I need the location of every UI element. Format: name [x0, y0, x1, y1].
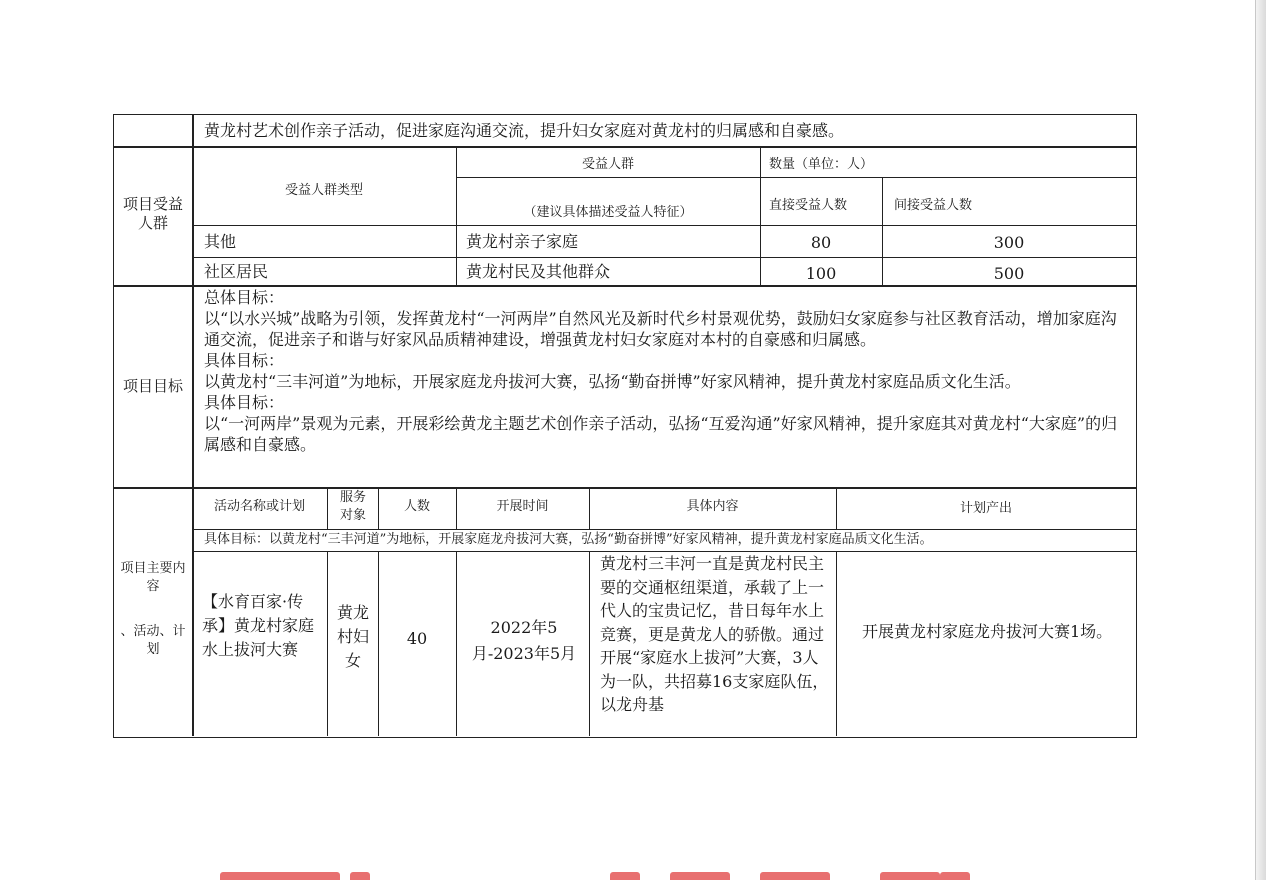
header-output: 计划产出: [959, 501, 1012, 516]
top-row-text: 黄龙村艺术创作亲子活动，促进家庭沟通交流，提升妇女家庭对黄龙村的归属感和自豪感。: [204, 121, 845, 140]
col-divider: [589, 551, 590, 736]
activity-time: 2022年5月-2023年5月: [471, 618, 577, 663]
goal-specific-title: 具体目标：: [204, 393, 285, 412]
activity-content: 黄龙村三丰河一直是黄龙村民主要的交通枢纽渠道，承载了上一代人的宝贵记忆，昔日每年水上竞赛，更是黄龙人的骄傲。通过开展“家庭水上拔河”大赛，3人为一队，共招募16支家庭队伍，以龙舟基: [600, 554, 829, 714]
col-divider: [192, 115, 194, 736]
row-divider: [192, 257, 1136, 258]
goals-content: [204, 287, 1129, 455]
goal-overall-title: 总体目标：: [204, 288, 285, 307]
beneficiary-indirect: 300: [993, 233, 1025, 252]
row-divider: [192, 529, 1136, 530]
activity-specific-goal: 具体目标：以黄龙村“三丰河道”为地标，开展家庭龙舟拔河大赛，弘扬“勤奋拼博”好家风精神，提升黄龙村家庭品质文化生活。: [204, 532, 933, 547]
activities-section-label: 、活动、计划: [120, 624, 186, 657]
activity-name: 【水育百家·传承】黄龙村家庭水上拔河大赛: [202, 592, 315, 659]
beneficiary-group: 黄龙村亲子家庭: [466, 232, 579, 251]
stamp-fragment: [200, 868, 980, 880]
row-divider: [192, 225, 1136, 226]
goals-section-label: 项目目标: [122, 377, 183, 395]
activities-section-label: 项目主要内容: [120, 561, 186, 594]
header-beneficiary-note: （建议具体描述受益人特征）: [523, 205, 693, 220]
header-direct: 直接受益人数: [769, 198, 848, 213]
page-edge: [1256, 0, 1266, 880]
goal-overall-text: 以“以水兴城”战略为引领，发挥黄龙村“一河两岸”自然风光及新时代乡村景观优势，鼓励妇女家庭参与社区教育活动，增加家庭沟通交流，促进亲子和谐与好家风品质精神建设，增强黄龙村妇女家庭对本村的自豪感和归属感。: [204, 309, 1117, 349]
header-beneficiary-type: 受益人群类型: [284, 183, 363, 198]
col-divider: [836, 551, 837, 736]
goal-specific-title: 具体目标：: [204, 351, 285, 370]
row-divider: [114, 146, 1136, 148]
document-table: [113, 114, 1137, 738]
beneficiary-indirect: 500: [993, 264, 1025, 283]
col-divider: [327, 551, 328, 736]
row-divider: [114, 487, 1136, 489]
beneficiary-group: 黄龙村民及其他群众: [466, 262, 611, 281]
activity-people-count: 40: [406, 629, 428, 648]
beneficiaries-section-label: 项目受益人群: [122, 195, 183, 232]
beneficiary-direct: 100: [805, 264, 837, 283]
col-divider: [456, 551, 457, 736]
beneficiary-type: 社区居民: [204, 262, 269, 281]
goal-specific-text: 以黄龙村“三丰河道”为地标，开展家庭龙舟拔河大赛，弘扬“勤奋拼博”好家风精神，提升黄龙村家庭品质文化生活。: [204, 372, 1021, 391]
beneficiary-type: 其他: [204, 232, 237, 251]
header-activity-name: 活动名称或计划: [213, 499, 305, 514]
header-time: 开展时间: [496, 499, 549, 514]
header-content: 具体内容: [686, 499, 739, 514]
beneficiary-direct: 80: [810, 233, 832, 252]
page-edge-line: [1255, 0, 1256, 880]
header-target: 服务对象: [340, 490, 367, 523]
header-count: 数量（单位：人）: [769, 157, 874, 172]
row-divider: [456, 177, 1136, 178]
activity-target: 黄龙村妇女: [336, 603, 369, 670]
col-divider: [327, 487, 328, 529]
header-beneficiary-group: 受益人群: [581, 157, 634, 172]
goal-specific-text: 以“一河两岸”景观为元素，开展彩绘黄龙主题艺术创作亲子活动，弘扬“互爱沟通”好家风精神，提升家庭其对黄龙村“大家庭”的归属感和自豪感。: [204, 414, 1118, 454]
header-indirect: 间接受益人数: [894, 198, 973, 213]
activity-output: 开展黄龙村家庭龙舟拔河大赛1场。: [862, 622, 1113, 641]
header-people-count: 人数: [403, 499, 430, 514]
